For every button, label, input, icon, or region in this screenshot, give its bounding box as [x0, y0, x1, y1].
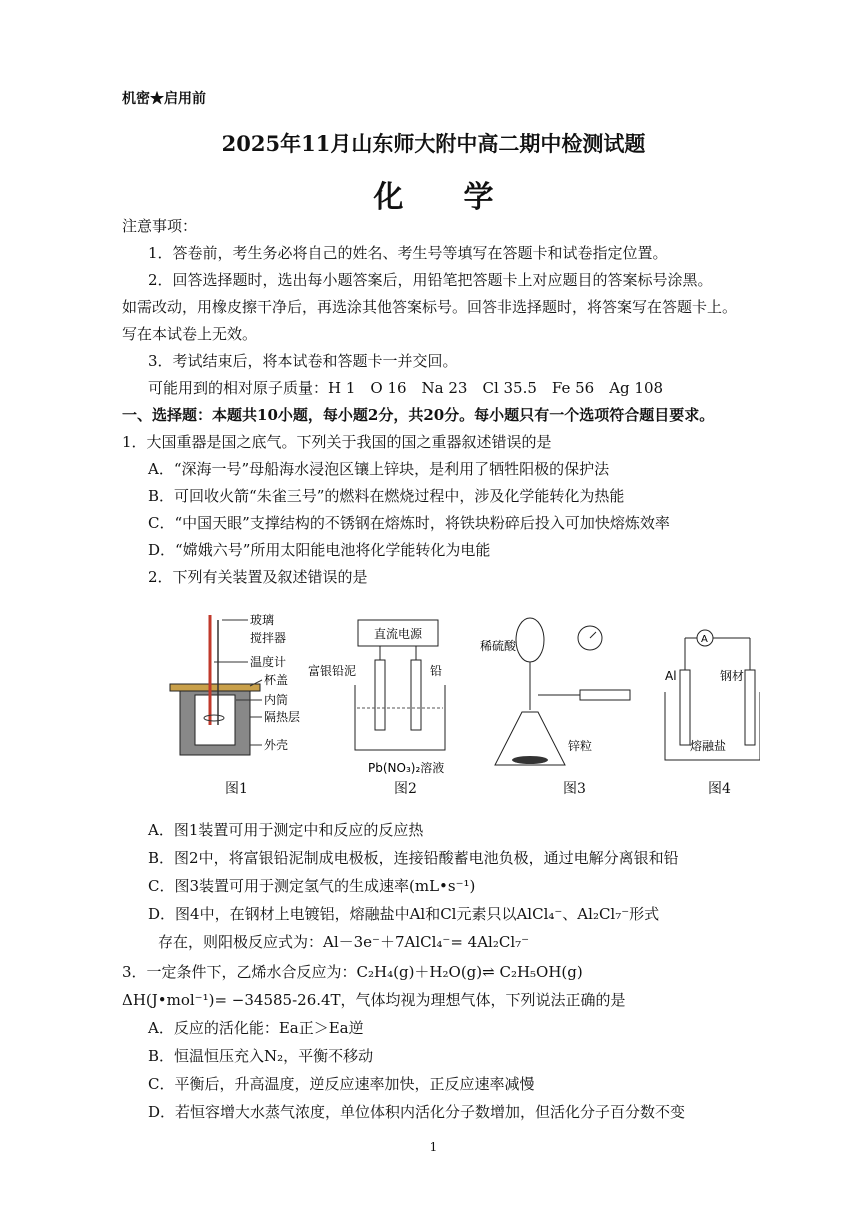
note-2a: 2．回答选择题时，选出每小题答案后，用铅笔把答题卡上对应题目的答案标号涂黑。 — [148, 271, 713, 289]
fig1-label-glass: 玻璃 — [250, 613, 275, 627]
fig4-label-right: 钢材 — [720, 669, 745, 683]
page-number: 1 — [429, 1140, 438, 1154]
fig4-label-meter: A — [701, 634, 708, 645]
q3-option-a: A．反应的活化能：Ea正＞Ea逆 — [148, 1019, 364, 1037]
note-2b: 如需改动，用橡皮擦干净后，再选涂其他答案标号。回答非选择题时，将答案写在答题卡上。 — [122, 298, 738, 316]
exam-title: 2025年11月山东师大附中高二期中检测试题 — [221, 131, 646, 156]
fig2-label-solution: Pb(NO₃)₂溶液 — [368, 761, 445, 775]
fig1-label-lid: 杯盖 — [264, 673, 289, 687]
fig3-label-acid: 稀硫酸 — [480, 639, 517, 653]
fig4-label-left: Al — [665, 669, 677, 683]
fig1-label-stirrer: 搅拌器 — [250, 631, 287, 645]
section-heading: 一、选择题：本题共10小题，每小题2分，共20分。每小题只有一个选项符合题目要求。 — [122, 406, 715, 424]
fig2-label-left: 富银铅泥 — [308, 664, 357, 678]
q3-option-c: C．平衡后，升高温度，逆反应速率加快，正反应速率减慢 — [148, 1075, 535, 1093]
fig1-label-thermometer: 温度计 — [250, 655, 287, 669]
q3-option-b: B．恒温恒压充入N₂，平衡不移动 — [148, 1047, 374, 1065]
q1-option-a: A．“深海一号”母船海水浸泡区镶上锌块，是利用了牺牲阳极的保护法 — [148, 460, 610, 478]
apparatus-figures — [150, 600, 760, 800]
fig1-calorimeter — [170, 615, 262, 755]
q2-option-d-line2: 存在，则阳极反应式为：Al－3e⁻＋7AlCl₄⁻= 4Al₂Cl₇⁻ — [158, 933, 530, 951]
q3-stem: 3．一定条件下，乙烯水合反应为：C₂H₄(g)＋H₂O(g)⇌ C₂H₅OH(g) — [122, 963, 583, 981]
q1-option-c: C．“中国天眼”支撑结构的不锈钢在熔炼时，将铁块粉碎后投入可加快熔炼效率 — [148, 514, 670, 532]
q3-option-d: D．若恒容增大水蒸气浓度，单位体积内活化分子数增加，但活化分子百分数不变 — [148, 1103, 686, 1121]
fig4-caption: 图4 — [708, 781, 731, 797]
fig1-caption: 图1 — [225, 781, 248, 797]
q2-option-d-line1: D．图4中，在钢材上电镀铝，熔融盐中Al和Cl元素只以AlCl₄⁻、Al₂Cl₇⁻形式 — [148, 905, 660, 923]
q2-option-c: C．图3装置可用于测定氢气的生成速率(mL•s⁻¹) — [148, 877, 476, 895]
fig2-label-right: 铅 — [430, 664, 443, 678]
fig1-label-inner: 内筒 — [264, 693, 289, 707]
fig1-label-insulation: 隔热层 — [264, 710, 301, 724]
notes-heading: 注意事项： — [122, 217, 198, 235]
q3-stem-2: ΔH(J•mol⁻¹)= −34585-26.4T，气体均视为理想气体，下列说法正确的是 — [122, 991, 626, 1009]
note-2c: 写在本试卷上无效。 — [122, 325, 258, 343]
fig4-label-salt: 熔融盐 — [690, 739, 727, 753]
note-1: 1．答卷前，考生务必将自己的姓名、考生号等填写在答题卡和试卷指定位置。 — [148, 244, 668, 262]
q1-stem: 1．大国重器是国之底气。下列关于我国的国之重器叙述错误的是 — [122, 433, 552, 451]
confidential-label: 机密★启用前 — [122, 91, 206, 107]
fig2-label-power: 直流电源 — [374, 627, 423, 641]
note-3: 3．考试结束后，将本试卷和答题卡一并交回。 — [148, 352, 458, 370]
fig3-label-zinc: 锌粒 — [568, 739, 593, 753]
q2-option-a: A．图1装置可用于测定中和反应的反应热 — [148, 821, 424, 839]
q2-option-b: B．图2中，将富银铅泥制成电极板，连接铅酸蓄电池负极，通过电解分离银和铅 — [148, 849, 679, 867]
subject-title: 化学 — [373, 180, 554, 215]
q1-option-d: D．“嫦娥六号”所用太阳能电池将化学能转化为电能 — [148, 541, 491, 559]
fig1-label-shell: 外壳 — [264, 738, 289, 752]
q1-option-b: B．可回收火箭“朱雀三号”的燃料在燃烧过程中，涉及化学能转化为热能 — [148, 487, 625, 505]
q2-stem: 2．下列有关装置及叙述错误的是 — [148, 568, 368, 586]
atomic-masses: 可能用到的相对原子质量：H 1 O 16 Na 23 Cl 35.5 Fe 56 Ag 108 — [148, 379, 664, 397]
fig3-caption: 图3 — [563, 781, 586, 797]
fig2-caption: 图2 — [394, 781, 417, 797]
